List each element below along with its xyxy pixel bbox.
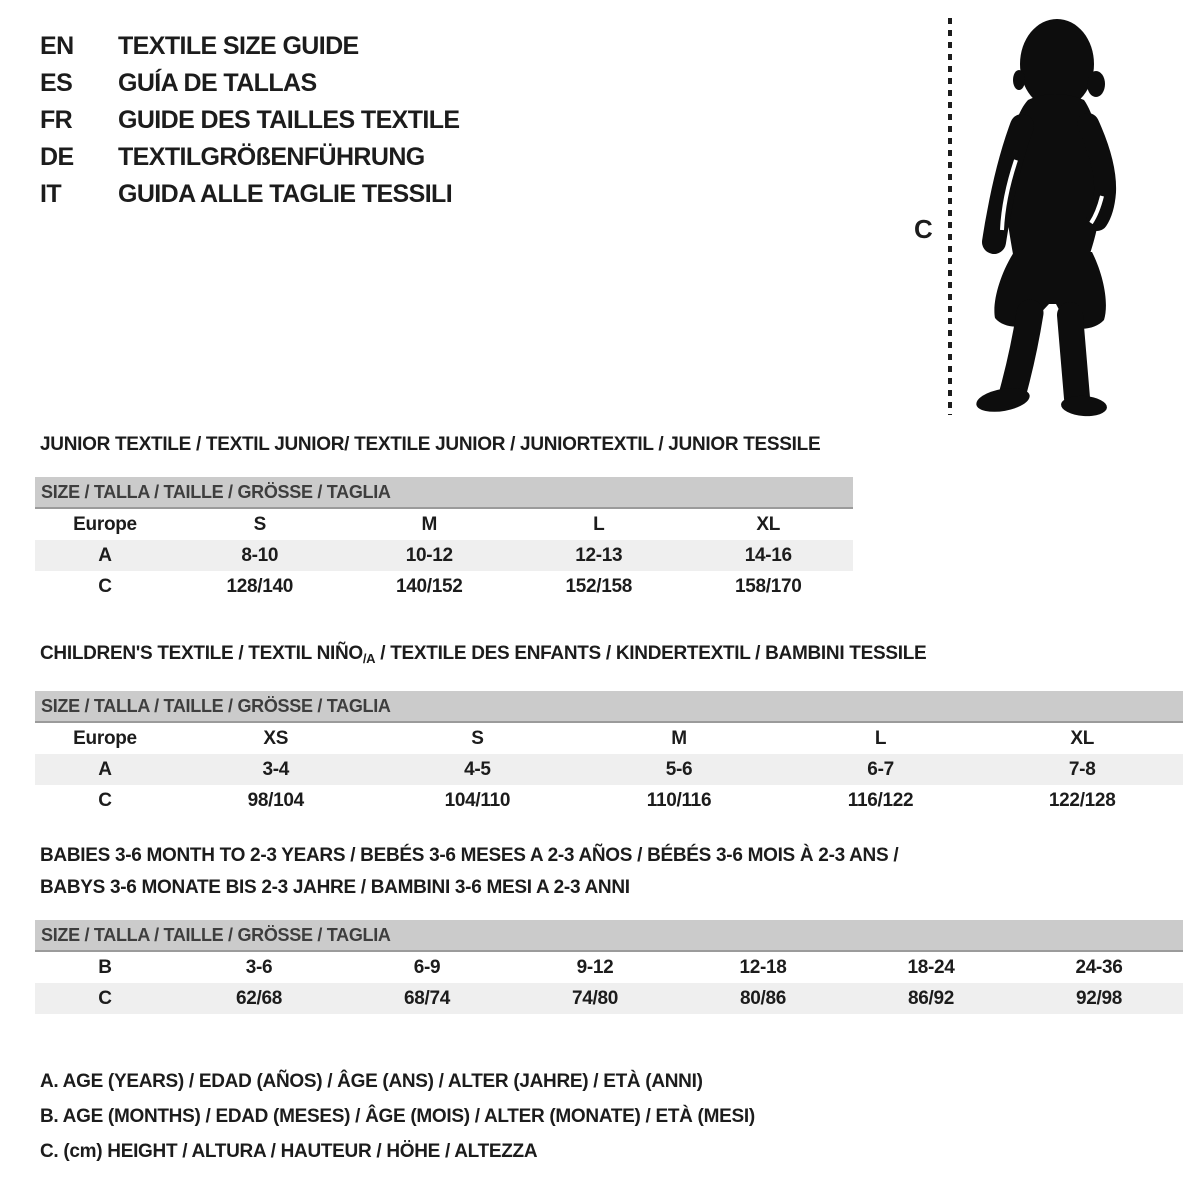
table-cell: 6-7 [780, 754, 982, 785]
table-cell: XL [1070, 727, 1095, 749]
language-row [40, 65, 460, 102]
table-cell: M [421, 513, 438, 535]
table-row-a [35, 754, 1183, 785]
size-table-children [35, 691, 1183, 816]
section-title-children [40, 638, 1183, 675]
language-guide-title: GUIDA ALLE TAGLIE TESSILI [118, 180, 453, 208]
legend-line: C. (cm) HEIGHT / ALTURA / HAUTEUR / HÖHE / ALTEZZA [40, 1141, 538, 1162]
table-cell: M [671, 727, 687, 749]
table-cell: 10-12 [345, 540, 515, 571]
size-header-label: SIZE / TALLA / TAILLE / GRÖSSE / TAGLIA [35, 920, 1183, 951]
section-title-text: CHILDREN'S TEXTILE / TEXTIL NIÑO [40, 643, 363, 664]
table-cell: L [593, 513, 605, 535]
table-cell: 128/140 [226, 575, 294, 597]
language-guide-title: TEXTILGRÖßENFÜHRUNG [118, 143, 425, 171]
table-cell: 62/68 [175, 983, 343, 1014]
language-code: ES [40, 69, 73, 97]
section-title-babies [40, 840, 1183, 904]
section-title-text: JUNIOR TEXTILE / TEXTIL JUNIOR/ TEXTILE JUNIOR / JUNIORTEXTIL / JUNIOR TESSILE [40, 434, 821, 455]
table-cell: 9-12 [576, 956, 614, 978]
table-cell: 5-6 [578, 754, 780, 785]
size-table-junior [35, 477, 853, 602]
table-cell: 18-24 [907, 956, 955, 978]
table-row-c [35, 983, 1183, 1014]
table-row-europe [35, 508, 853, 540]
measurement-legend [40, 1064, 755, 1169]
table-cell: 140/152 [395, 575, 463, 597]
language-row [40, 139, 460, 176]
row-label: C [98, 789, 112, 811]
language-code: FR [40, 106, 73, 134]
table-cell: 7-8 [981, 754, 1183, 785]
table-cell: 12-18 [739, 956, 787, 978]
table-cell: 12-13 [514, 540, 684, 571]
table-cell: 6-9 [413, 956, 441, 978]
section-title-text: BABYS 3-6 MONATE BIS 2-3 JAHRE / BAMBINI 3-6 MESI A 2-3 ANNI [40, 877, 630, 898]
row-label: C [98, 575, 112, 597]
table-cell: 74/80 [511, 983, 679, 1014]
size-table-babies [35, 920, 1183, 1014]
size-table-section-children [35, 638, 1183, 816]
table-cell: 68/74 [343, 983, 511, 1014]
legend-line: A. AGE (YEARS) / EDAD (AÑOS) / ÂGE (ANS) / ALTER (JAHRE) / ETÀ (ANNI) [40, 1071, 703, 1092]
table-cell: 24-36 [1075, 956, 1123, 978]
size-header-label: SIZE / TALLA / TAILLE / GRÖSSE / TAGLIA [35, 477, 853, 508]
language-code: EN [40, 32, 74, 60]
table-cell: S [471, 727, 484, 749]
table-cell: 104/110 [444, 789, 511, 811]
table-cell: 4-5 [377, 754, 579, 785]
size-header-row [35, 477, 853, 508]
table-row-c [35, 785, 1183, 816]
row-label: Europe [73, 727, 137, 749]
table-cell: 158/170 [734, 575, 802, 597]
table-cell: 122/128 [1048, 789, 1116, 811]
table-cell: 8-10 [175, 540, 345, 571]
size-header-label: SIZE / TALLA / TAILLE / GRÖSSE / TAGLIA [35, 691, 1183, 722]
table-cell: 152/158 [565, 575, 633, 597]
section-title-text: BABIES 3-6 MONTH TO 2-3 YEARS / BEBÉS 3-6 MESES A 2-3 AÑOS / BÉBÉS 3-6 MOIS À 2-3 ANS / [40, 845, 899, 866]
table-cell: XL [756, 513, 781, 535]
language-guide-title: TEXTILE SIZE GUIDE [118, 32, 359, 60]
table-row-c [35, 571, 853, 602]
section-title-text: / TEXTILE DES ENFANTS / KINDERTEXTIL / BAMBINI TESSILE [375, 643, 927, 664]
language-guide-title: GUIDE DES TAILLES TEXTILE [118, 106, 460, 134]
row-label: C [35, 983, 175, 1014]
table-cell: S [253, 513, 266, 535]
table-cell: 110/116 [646, 789, 712, 811]
size-header-row [35, 920, 1183, 951]
language-row [40, 176, 460, 213]
section-title-junior [40, 429, 853, 461]
legend-line: B. AGE (MONTHS) / EDAD (MESES) / ÂGE (MOIS) / ALTER (MONATE) / ETÀ (MESI) [40, 1106, 755, 1127]
table-cell: 92/98 [1015, 983, 1183, 1014]
table-cell: XS [263, 727, 289, 749]
language-code: IT [40, 180, 62, 208]
size-table-section-junior [35, 429, 853, 602]
table-cell: 3-6 [245, 956, 273, 978]
row-label: Europe [73, 513, 137, 535]
row-label: A [35, 540, 175, 571]
row-label: A [35, 754, 175, 785]
table-cell: 116/122 [847, 789, 914, 811]
table-cell: L [874, 727, 887, 749]
section-title-text: /A [362, 651, 376, 666]
size-header-row [35, 691, 1183, 722]
height-measure-label: C [914, 214, 933, 244]
table-cell: 86/92 [847, 983, 1015, 1014]
language-code: DE [40, 143, 74, 171]
size-table-section-babies [35, 840, 1183, 1014]
baby-silhouette-icon [956, 8, 1146, 418]
height-measure-dashed-line [948, 18, 952, 415]
language-guide-title: GUÍA DE TALLAS [118, 69, 317, 97]
language-title-list [40, 28, 460, 213]
table-cell: 80/86 [679, 983, 847, 1014]
row-label: B [98, 956, 112, 978]
language-row [40, 28, 460, 65]
table-row-b [35, 951, 1183, 983]
table-cell: 14-16 [684, 540, 854, 571]
table-row-europe [35, 722, 1183, 754]
table-cell: 98/104 [247, 789, 304, 811]
table-cell: 3-4 [175, 754, 377, 785]
language-row [40, 102, 460, 139]
table-row-a [35, 540, 853, 571]
